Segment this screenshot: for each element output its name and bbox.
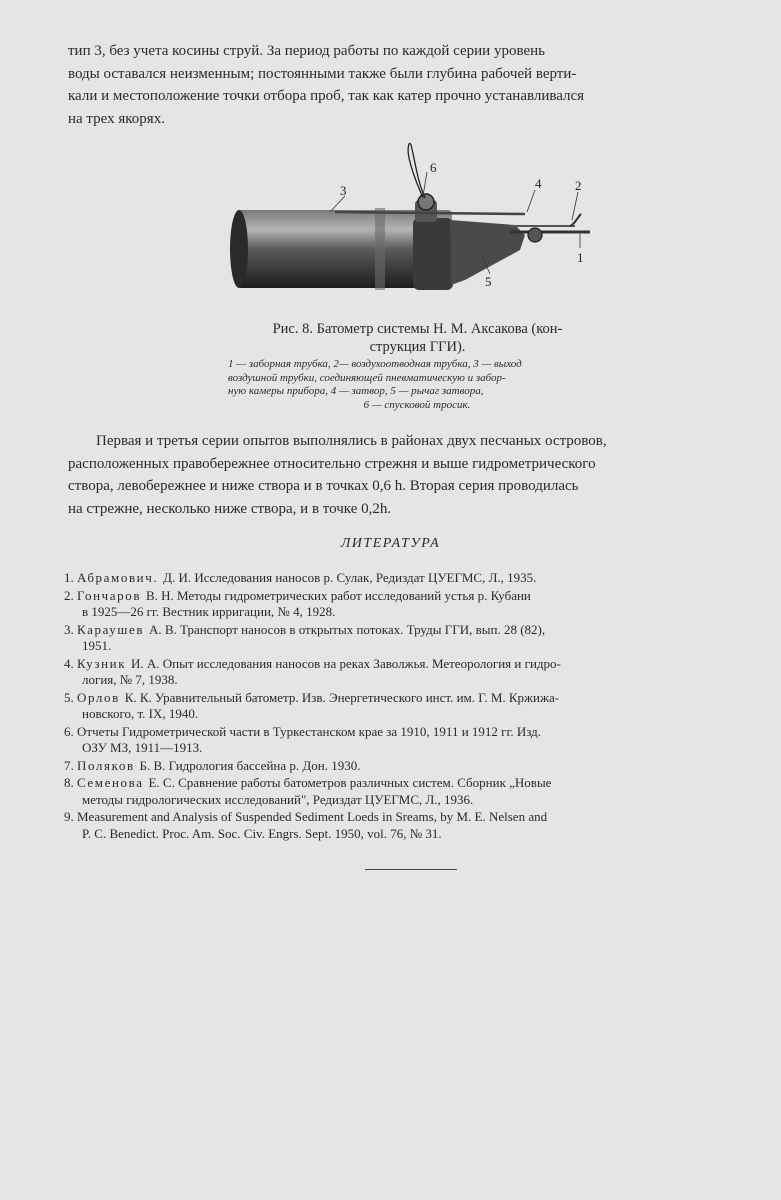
reference-item — [64, 758, 768, 775]
reference-line — [64, 604, 768, 621]
reference-author: Поляков — [77, 757, 140, 773]
reference-item — [64, 690, 768, 723]
figure-label-5: 5 — [485, 274, 492, 289]
reference-line — [64, 724, 768, 741]
reference-item — [64, 588, 768, 621]
reference-item — [64, 724, 768, 757]
reference-item — [64, 809, 768, 842]
reference-line — [64, 638, 768, 655]
legend-line: воздушной трубки, соединяющей пневматическую и забор- — [228, 371, 506, 384]
reference-text: новского, т. IX, 1940. — [82, 706, 199, 721]
figure-label-4: 4 — [535, 176, 542, 191]
release-cable — [408, 143, 425, 198]
reference-number: 3. — [64, 621, 77, 637]
reference-text: методы гидрологических исследований", Редиздат ЦУЕГМС, Л., 1936. — [82, 791, 474, 807]
reference-author: Семенова — [77, 775, 149, 790]
text-line: створа, левобережнее и ниже створа и в точках 0,6 h. Вторая серия проводилась — [68, 478, 579, 494]
legend-line: 6 — спусковой тросик. — [363, 398, 471, 411]
reference-line — [64, 809, 768, 826]
reference-item — [64, 775, 768, 808]
reference-text: P. C. Benedict. Proc. Am. Soc. Civ. Engrs. Sept. 1950, vol. 76, № 31. — [82, 825, 442, 841]
reference-number: 9. — [64, 809, 77, 824]
reference-text: Отчеты Гидрометрической части в Туркестанском крае за 1910, 1911 и 1912 гг. Изд. — [77, 723, 542, 739]
reference-line — [64, 826, 768, 843]
reference-text: И. А. Опыт исследования наносов на реках Заволжья. Метеорология и гидро- — [131, 655, 561, 671]
text-line: на стрежне, несколько ниже створа, и в точке 0,2h. — [68, 500, 392, 517]
legend-line: ную камеры прибора, 4 — затвор, 5 — рычаг затвора, — [228, 385, 484, 397]
figure-label-6: 6 — [430, 160, 437, 175]
reference-text: ОЗУ МЗ, 1911—1913. — [82, 740, 203, 755]
reference-text: логия, № 7, 1938. — [82, 672, 178, 687]
reference-line — [64, 672, 768, 689]
figure-label-2: 2 — [575, 178, 582, 193]
reference-text: Д. И. Исследования наносов р. Сулак, Редиздат ЦУЕГМС, Л., 1935. — [163, 570, 537, 585]
reference-number: 7. — [64, 757, 77, 773]
caption-line: струкция ГГИ). — [369, 339, 466, 355]
reference-item — [64, 656, 768, 689]
reference-text: Б. В. Гидрология бассейна р. Дон. 1930. — [139, 757, 361, 773]
reference-line — [64, 740, 768, 757]
figure-caption — [225, 320, 610, 356]
reference-line — [64, 690, 768, 707]
reference-list — [64, 570, 768, 843]
text-line: воды оставался неизменным; постоянными также были глубина рабочей верти- — [68, 65, 577, 82]
reference-line — [64, 706, 768, 723]
reference-text: 1951. — [82, 638, 112, 653]
reference-line — [64, 588, 768, 605]
figure-legend — [228, 358, 606, 412]
figure-label-1: 1 — [577, 250, 584, 265]
text-line: кали и местоположение точки отбора проб, так как катер прочно устанавливался — [68, 88, 585, 104]
end-rule — [365, 869, 457, 870]
paragraph-experiments — [68, 430, 770, 520]
reference-line — [64, 775, 768, 792]
literature-heading: ЛИТЕРАТУРА — [340, 536, 441, 551]
reference-text: Е. С. Сравнение работы батометров различных систем. Сборник „Новые — [148, 775, 552, 790]
reference-text: К. К. Уравнительный батометр. Изв. Энергетического инст. им. Г. М. Кржижа- — [124, 689, 560, 705]
legend-line: 1 — заборная трубка, 2— воздухоотводная трубка, 3 — выход — [228, 358, 522, 370]
bathometer-figure — [225, 140, 605, 300]
reference-item — [64, 622, 768, 655]
reference-number: 5. — [64, 689, 77, 705]
reference-line — [64, 792, 768, 809]
text-line: Первая и третья серии опытов выполнялись в районах двух песчаных островов, — [96, 433, 607, 449]
reference-number: 8. — [64, 775, 77, 790]
caption-line: Рис. 8. Батометр системы Н. М. Аксакова (кон- — [272, 321, 563, 337]
reference-text: А. В. Транспорт наносов в открытых потоках. Труды ГГИ, вып. 28 (82), — [148, 621, 546, 637]
reference-author: Караушев — [77, 621, 149, 637]
reference-number: 4. — [64, 655, 77, 671]
reference-author: Абрамович. — [77, 570, 164, 585]
reference-item — [64, 570, 768, 587]
reference-line — [64, 656, 768, 673]
text-line: тип 3, без учета косины струй. За период работы по каждой серии уровень — [68, 43, 545, 59]
reference-number: 2. — [64, 587, 77, 603]
reference-text: В. Н. Методы гидрометрических работ исследований устья р. Кубани — [145, 587, 531, 603]
reference-number: 1. — [64, 570, 77, 585]
reference-number: 6. — [64, 723, 77, 739]
figure-label-3: 3 — [340, 183, 347, 198]
reference-author: Гончаров — [77, 587, 146, 603]
text-line: на трех якорях. — [68, 110, 165, 127]
shutter-knob — [415, 194, 437, 222]
text-line: расположенных правобережнее относительно стрежня и выше гидрометрического — [68, 455, 596, 472]
reference-author: Орлов — [77, 689, 125, 705]
reference-text: в 1925—26 гг. Вестник ирригации, № 4, 1928. — [82, 604, 336, 619]
reference-author: Кузник — [77, 655, 132, 671]
reference-line — [64, 570, 768, 587]
reference-line — [64, 758, 768, 775]
reference-line — [64, 622, 768, 639]
reference-text: Measurement and Analysis of Suspended Sediment Loeds in Sreams, by M. E. Nelsen and — [77, 809, 548, 824]
clamp-collar — [413, 218, 453, 290]
paragraph-intro — [68, 40, 770, 130]
